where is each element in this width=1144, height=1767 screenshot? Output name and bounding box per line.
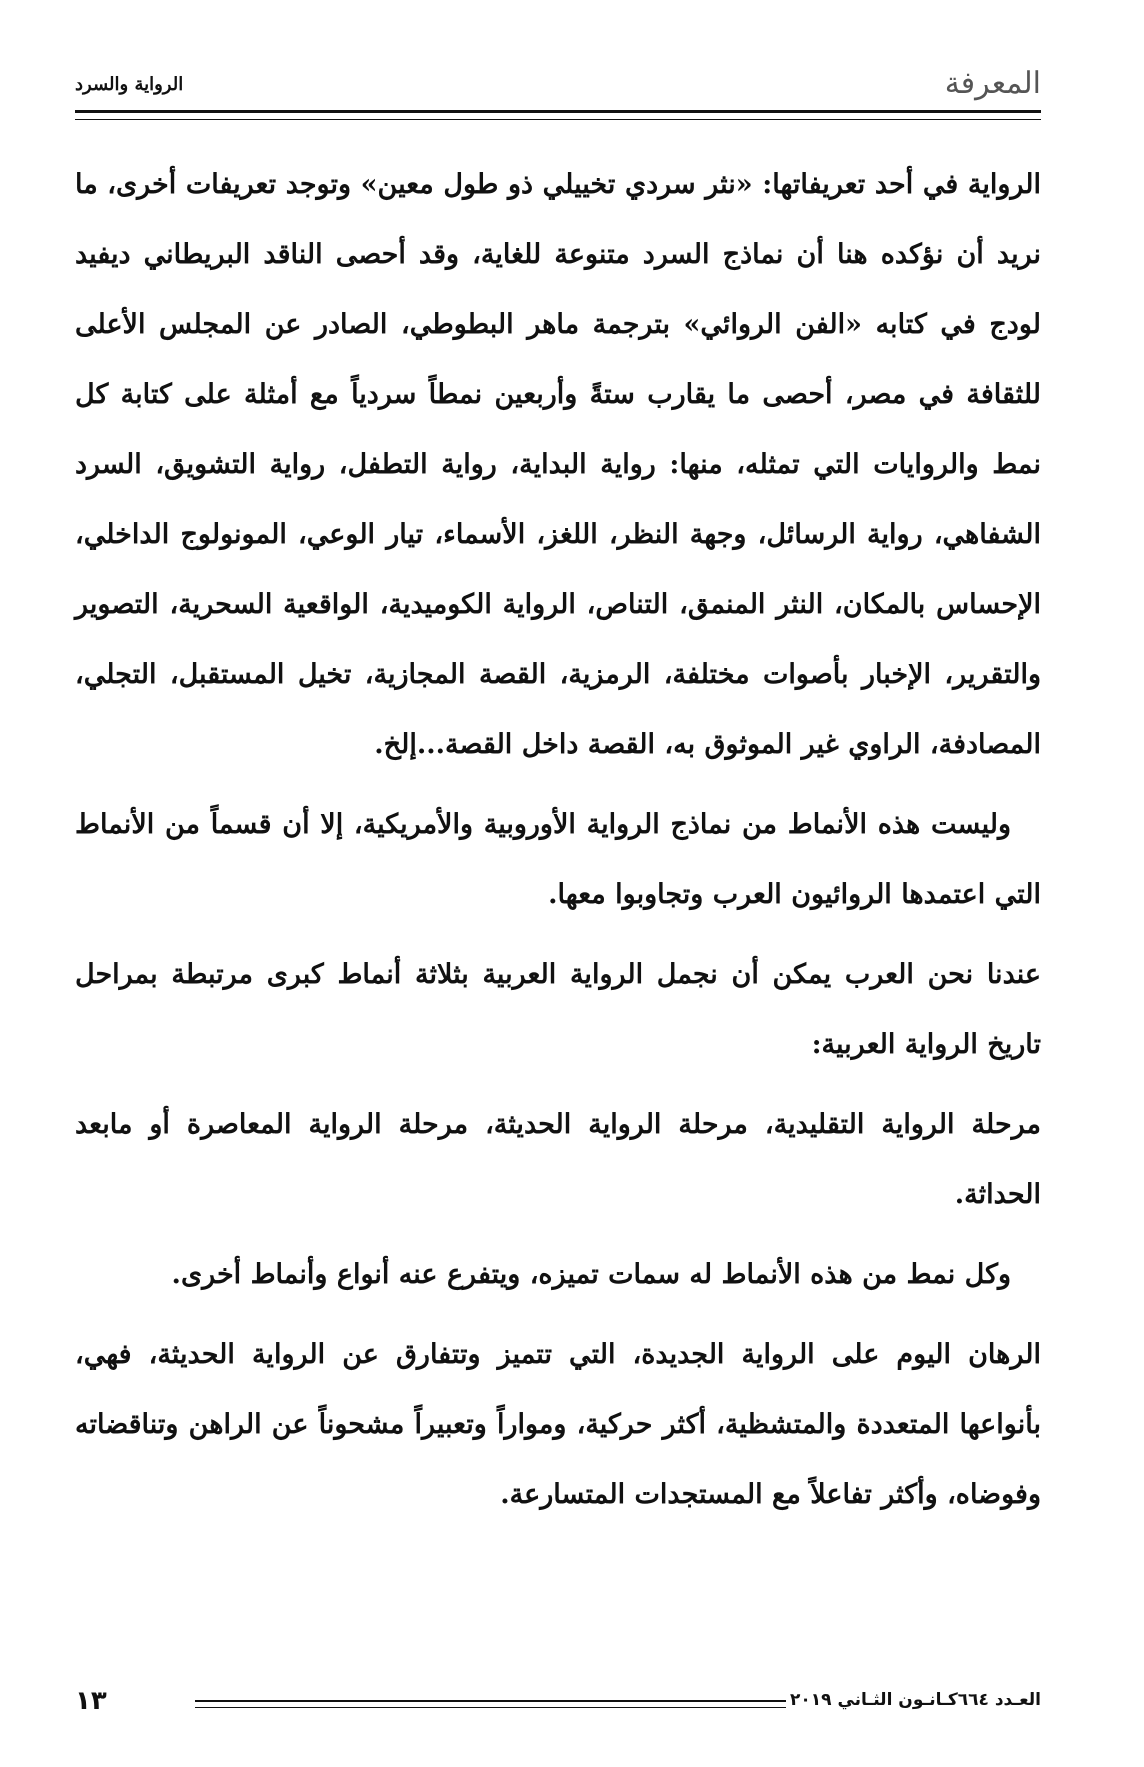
footer-divider (195, 1700, 786, 1708)
magazine-logo: المعرفة (944, 66, 1041, 101)
section-title: الرواية والسرد (75, 74, 184, 95)
paragraph-patterns: وليست هذه الأنماط من نماذج الرواية الأوروبية والأمريكية، إلا أن قسماً من الأنماط التي اعتمدها الروائيون العرب وتجاوبوا معها. (75, 809, 1041, 910)
page-header (75, 66, 1041, 106)
header-divider (75, 110, 1041, 120)
paragraph-stages: مرحلة الرواية التقليدية، مرحلة الرواية الحديثة، مرحلة الرواية المعاصرة أو مابعد الحداثة. (75, 1109, 1041, 1210)
page-number: ١٣ (75, 1686, 107, 1716)
paragraph-features: وكل نمط من هذه الأنماط له سمات تميزه، ويتفرع عنه أنواع وأنماط أخرى. (171, 1259, 1011, 1290)
page-footer (75, 1686, 1041, 1726)
paragraph-new-novel: الرهان اليوم على الرواية الجديدة، التي تتميز وتتفارق عن الرواية الحديثة، فهي، بأنواعها المتعددة والمتشظية، أكثر حركية، ومواراً وتعبيراً مشحوناً عن الراهن وتناقضاته وفوضاه، وأكثر تفاعلاً مع المستجدات المتسارعة. (75, 1339, 1041, 1510)
article-body (75, 150, 1041, 1540)
paragraph-definitions: الرواية في أحد تعريفاتها: «نثر سردي تخييلي ذو طول معين» وتوجد تعريفات أخرى، ما نريد أن نؤكده هنا أن نماذج السرد متنوعة للغاية، وقد أحصى الناقد البريطاني ديفيد لودج في كتابه «الفن الروائي» بترجمة ماهر البطوطي، الصادر عن المجلس الأعلى للثقافة في مصر، أحصى ما يقارب ستةً وأربعين نمطاً سردياً مع أمثلة على كتابة كل نمط والروايات التي تمثله، منها: رواية البداية، رواية التطفل، رواية التشويق، السرد الشفاهي، رواية الرسائل، وجهة النظر، اللغز، الأسماء، تيار الوعي، المونولوج الداخلي، الإحساس بالمكان، النثر المنمق، التناص، الرواية الكوميدية، الواقعية السحرية، التصوير والتقرير، الإخبار بأصوات مختلفة، الرمزية، القصة المجازية، تخيل المستقبل، التجلي، المصادفة، الراوي غير الموثوق به، القصة داخل القصة...إلخ. (75, 169, 1041, 760)
issue-info: العـدد ٦٦٤كـانـون الثـاني ٢٠١٩ (790, 1690, 1041, 1710)
paragraph-arab-novel: عندنا نحن العرب يمكن أن نجمل الرواية العربية بثلاثة أنماط كبرى مرتبطة بمراحل تاريخ الرواية العربية: (75, 959, 1041, 1060)
